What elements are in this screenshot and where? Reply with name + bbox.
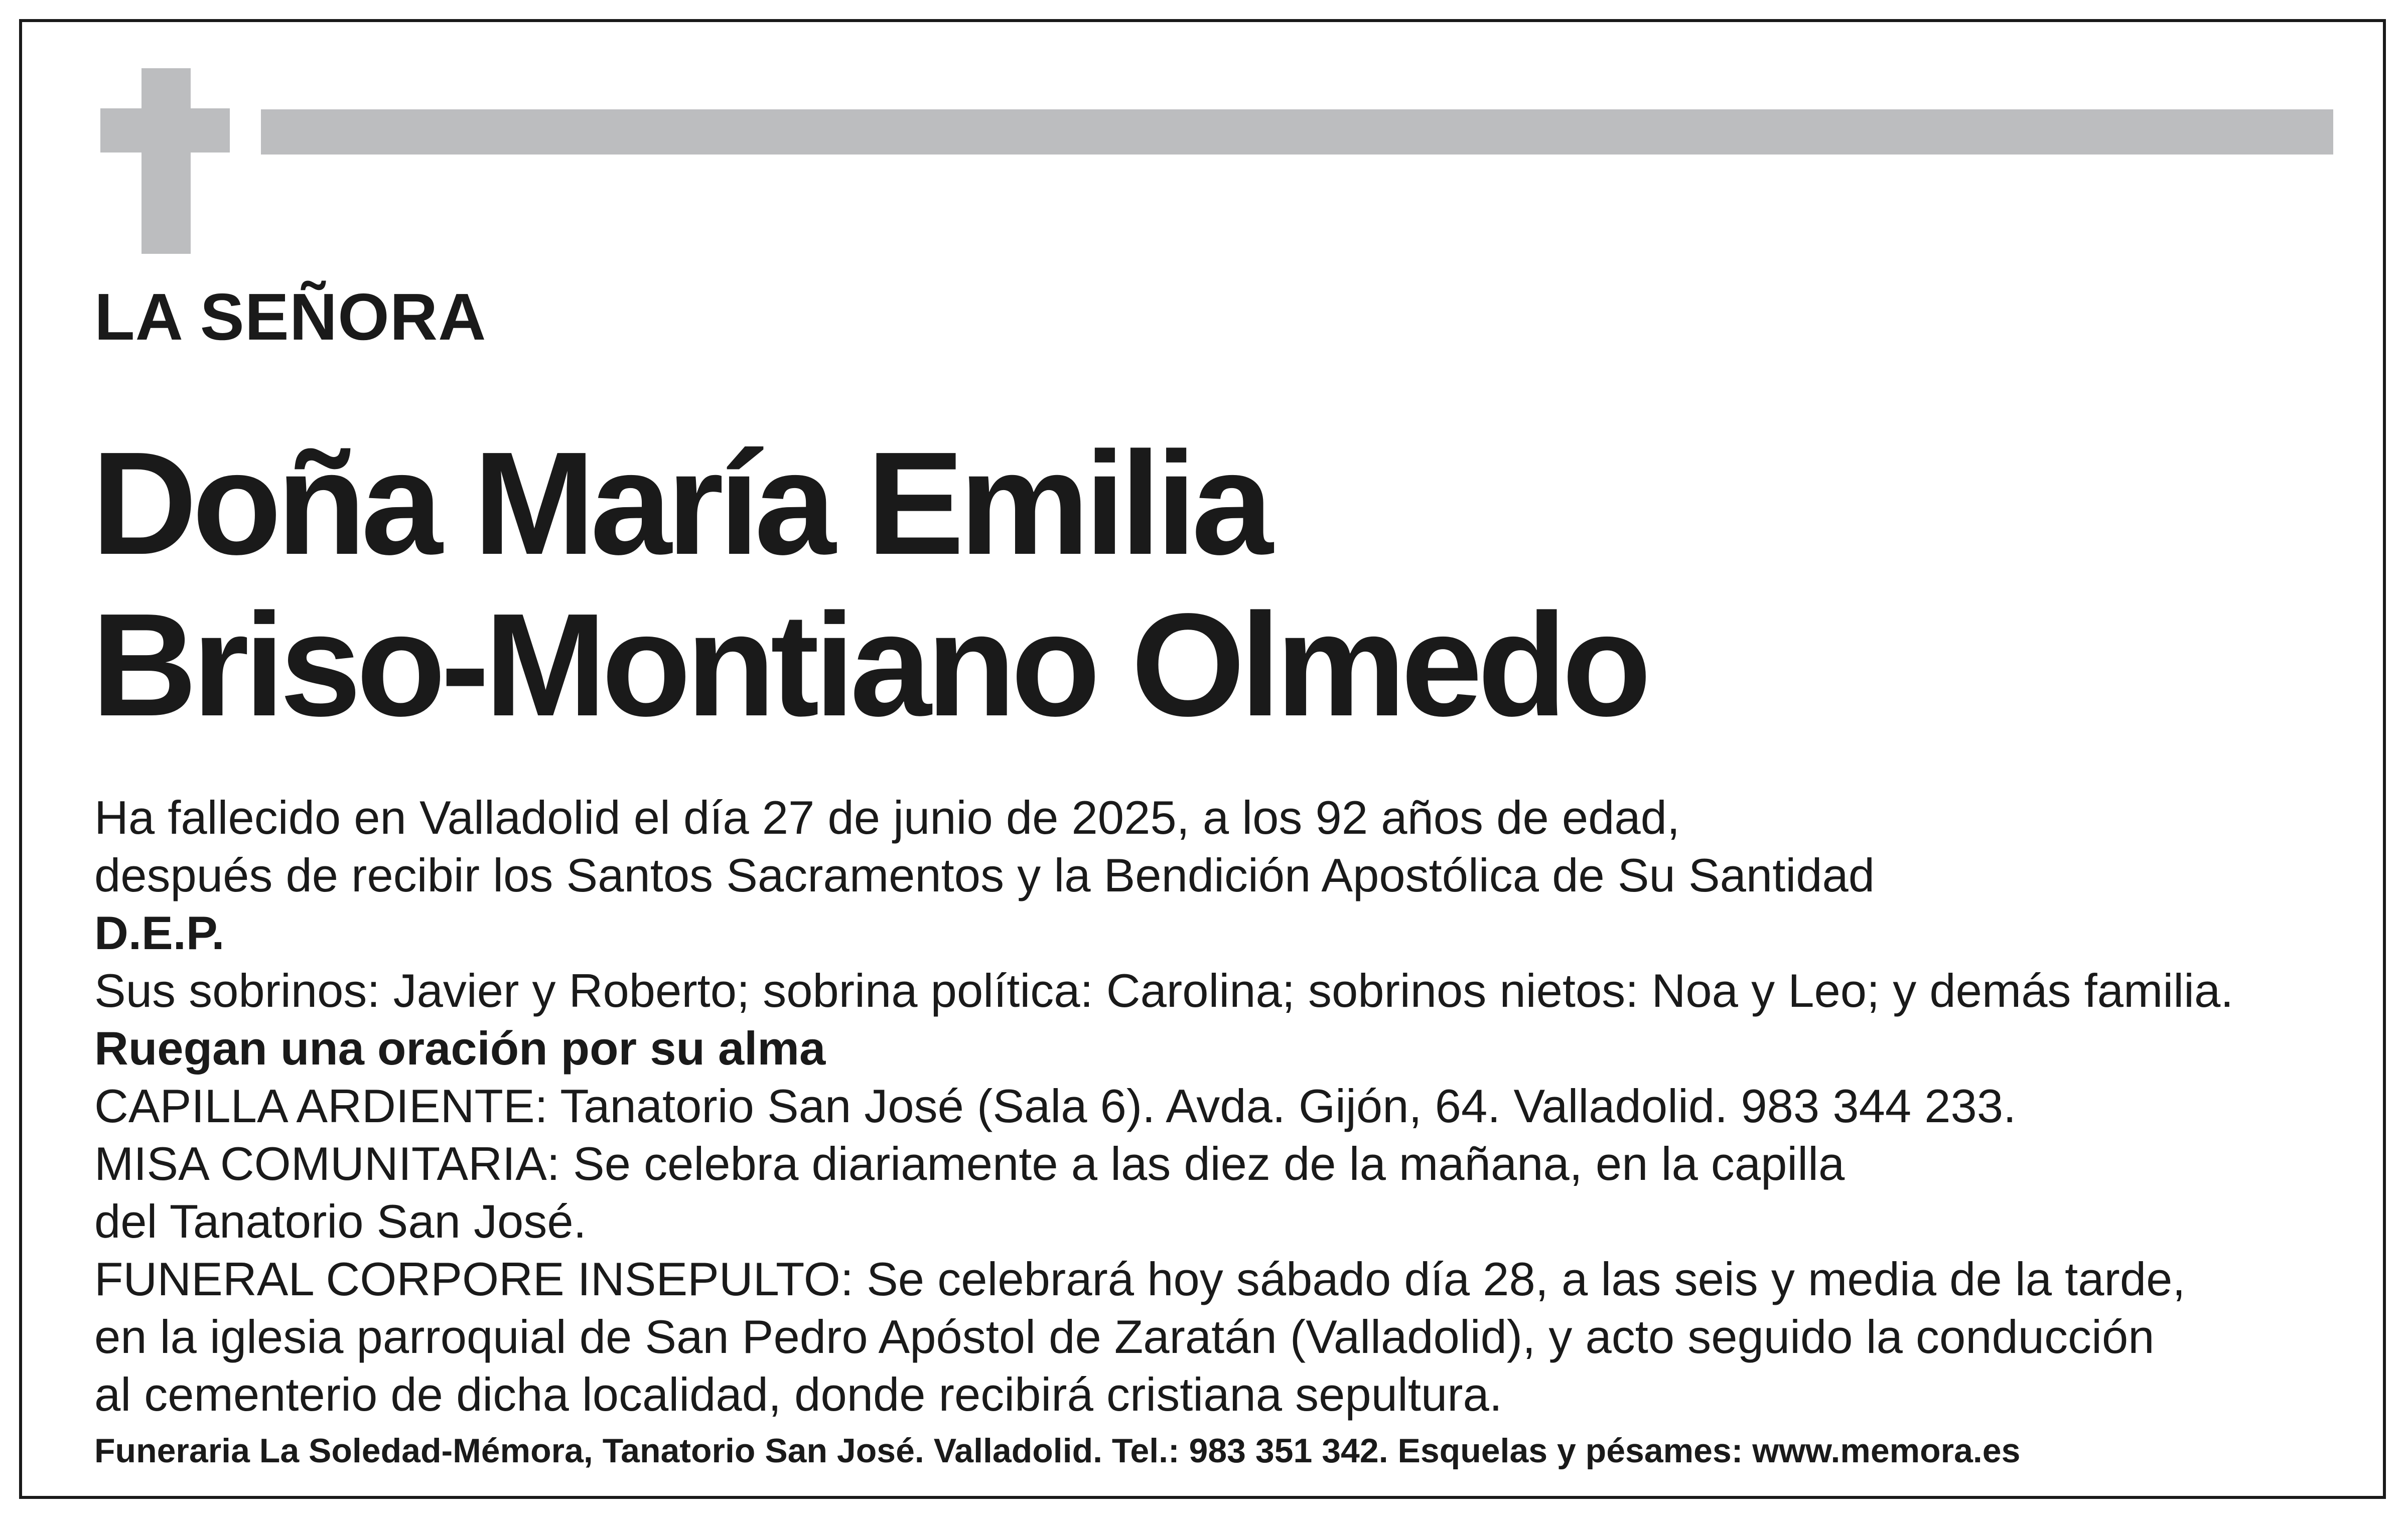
cross-horizontal-bar: [100, 108, 230, 153]
header-divider-bar: [261, 109, 2333, 155]
deceased-name-line-1: Doña María Emilia: [91, 421, 1268, 585]
death-announcement-line: Ha fallecido en Valladolid el día 27 de junio de 2025, a los 92 años de edad,: [94, 791, 1680, 844]
rip-line: D.E.P.: [94, 906, 225, 959]
funeral-line: FUNERAL CORPORE INSEPULTO: Se celebrará hoy sábado día 28, a las seis y media de la tarde,: [94, 1253, 2186, 1305]
deceased-name-line-2: Briso-Montiano Olmedo: [91, 583, 1647, 746]
funeral-line-continued: en la iglesia parroquial de San Pedro Apóstol de Zaratán (Valladolid), y acto seguido la conducción: [94, 1310, 2155, 1363]
funeral-home-footer: Funeraria La Soledad-Mémora, Tanatorio San José. Valladolid. Tel.: 983 351 342. Esquelas y pésames: www.memora.es: [94, 1432, 2021, 1470]
family-line: Sus sobrinos: Javier y Roberto; sobrina política: Carolina; sobrinos nietos: Noa y Leo; y demás familia.: [94, 964, 2234, 1017]
deceased-name: [91, 422, 1646, 745]
mass-line: MISA COMUNITARIA: Se celebra diariamente a las diez de la mañana, en la capilla: [94, 1137, 1845, 1190]
burial-line: al cementerio de dicha localidad, donde recibirá cristiana sepultura.: [94, 1368, 1502, 1421]
cross-vertical-bar: [141, 68, 191, 254]
chapel-line: CAPILLA ARDIENTE: Tanatorio San José (Sala 6). Avda. Gijón, 64. Valladolid. 983 344 233.: [94, 1080, 2017, 1132]
notice-body: [94, 789, 2233, 1423]
prayer-request-line: Ruegan una oración por su alma: [94, 1022, 826, 1075]
honorific-title: LA SEÑORA: [94, 280, 487, 354]
sacraments-line: después de recibir los Santos Sacramentos y la Bendición Apostólica de Su Santidad: [94, 849, 1875, 901]
mass-line-continued: del Tanatorio San José.: [94, 1195, 587, 1248]
